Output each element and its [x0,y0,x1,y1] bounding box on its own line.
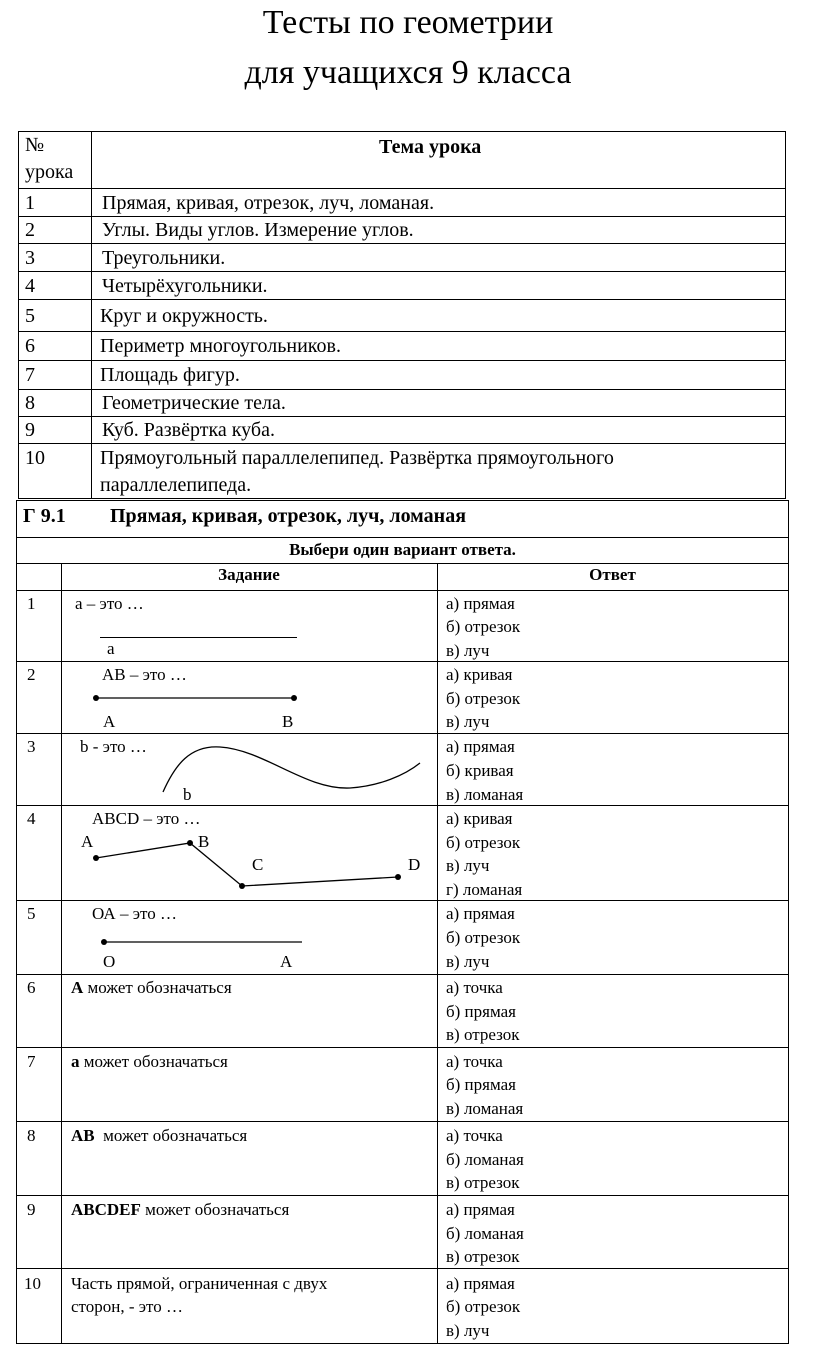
lesson-row-topic-cont: параллелепипеда. [100,474,252,496]
question-text-cont: сторон, - это … [71,1297,184,1316]
figure-label: В [282,712,294,731]
figure-label: а [107,639,115,658]
test-instruction: Выбери один вариант ответа. [289,540,516,559]
lesson-row-num: 4 [25,275,35,297]
question-number: 1 [27,594,36,613]
answer-option: б) отрезок [446,1297,521,1316]
segment-figure [90,690,302,706]
figure-label: О [103,952,116,971]
lesson-row-num: 9 [25,419,35,441]
answer-option: в) луч [446,952,490,971]
answer-option: а) прямая [446,594,515,613]
answer-option: б) отрезок [446,617,521,636]
lesson-row-num: 2 [25,219,35,241]
question-text: АВ – это … [102,665,187,684]
figure-label: b [183,785,192,804]
polyline-figure [88,836,408,892]
lesson-row-topic: Треугольники. [102,247,226,269]
question-text [71,978,232,998]
figure-label: B [198,832,210,851]
question-number: 10 [24,1274,41,1293]
answer-option: а) прямая [446,904,515,923]
question-text [71,1200,289,1220]
lesson-row-topic: Куб. Развёртка куба. [102,419,275,441]
question-text: а – это … [75,594,144,613]
lesson-row-num: 8 [25,392,35,414]
question-number: 2 [27,665,36,684]
answer-option: б) кривая [446,761,514,780]
question-text: Часть прямой, ограниченная с двух [71,1274,328,1293]
lesson-row-topic: Геометрические тела. [102,392,286,414]
task-column-header: Задание [218,565,280,584]
answer-option: б) ломаная [446,1150,524,1169]
answer-option: а) точка [446,978,503,997]
answer-option: а) прямая [446,737,515,756]
answer-option: в) луч [446,1321,490,1340]
question-number: 6 [27,978,36,997]
question-number: 9 [27,1200,36,1219]
answer-option: б) отрезок [446,833,521,852]
question-text [71,1052,228,1072]
lesson-row-num: 1 [25,192,35,214]
lesson-row-topic: Прямая, кривая, отрезок, луч, ломаная. [102,192,435,214]
answer-option: б) прямая [446,1075,516,1094]
question-symbol: А [71,978,84,997]
figure-label: D [408,855,421,874]
question-symbol: ABCDEF [71,1200,141,1219]
answer-option: г) ломаная [446,880,523,899]
figure-label: А [280,952,293,971]
answer-option: а) прямая [446,1274,515,1293]
answer-option: а) точка [446,1126,503,1145]
lesson-row-num: 10 [25,447,45,469]
lesson-row-topic: Площадь фигур. [100,364,240,386]
answer-column-header: Ответ [589,565,636,584]
answer-option: б) прямая [446,1002,516,1021]
figure-label: A [81,832,94,851]
curve-figure [155,735,430,797]
question-text: ОА – это … [92,904,177,923]
question-number: 5 [27,904,36,923]
question-symbol: АВ [71,1126,95,1145]
ray-figure [98,935,304,949]
question-text: b - это … [80,737,147,756]
answer-option: в) луч [446,712,490,731]
lesson-num-header-line2: урока [25,161,74,183]
lesson-row-topic: Углы. Виды углов. Измерение углов. [102,219,414,241]
page-subtitle: для учащихся 9 класса [244,54,572,91]
lesson-row-num: 5 [25,305,35,327]
answer-option: в) луч [446,856,490,875]
lesson-row-topic: Периметр многоугольников. [100,335,341,357]
answer-option: а) кривая [446,665,513,684]
lesson-row-num: 3 [25,247,35,269]
question-symbol: а [71,1052,80,1071]
answer-option: в) ломаная [446,1099,524,1118]
test-title: Прямая, кривая, отрезок, луч, ломаная [110,505,467,527]
answer-option: б) отрезок [446,689,521,708]
answer-option: а) точка [446,1052,503,1071]
figure-label: C [252,855,264,874]
question-number: 4 [27,809,36,828]
question-number: 7 [27,1052,36,1071]
answer-option: а) кривая [446,809,513,828]
answer-option: в) отрезок [446,1173,520,1192]
answer-option: в) луч [446,641,490,660]
question-text: ABCD – это … [92,809,201,828]
answer-option: б) ломаная [446,1224,524,1243]
question-text-rest: может обозначаться [94,1126,248,1145]
question-text [71,1126,247,1146]
answer-option: в) отрезок [446,1247,520,1266]
figure-label: А [103,712,116,731]
page-title: Тесты по геометрии [262,4,554,41]
question-text-rest: может обозначаться [83,978,232,997]
answer-option: в) отрезок [446,1025,520,1044]
lesson-row-num: 6 [25,335,35,357]
answer-option: а) прямая [446,1200,515,1219]
lesson-row-topic: Прямоугольный параллелепипед. Развёртка прямоугольного [100,447,614,469]
question-number: 3 [27,737,36,756]
lesson-topic-header: Тема урока [379,136,482,158]
question-text-rest: может обозначаться [140,1200,290,1219]
question-text-rest: может обозначаться [79,1052,228,1071]
lesson-row-num: 7 [25,364,35,386]
answer-option: в) ломаная [446,785,524,804]
test-code: Г 9.1 [23,505,66,527]
answer-option: б) отрезок [446,928,521,947]
lesson-row-topic: Четырёхугольники. [102,275,268,297]
question-number: 8 [27,1126,36,1145]
line-figure [100,637,297,638]
lesson-row-topic: Круг и окружность. [100,305,268,327]
lesson-num-header-line1: № [25,134,45,156]
